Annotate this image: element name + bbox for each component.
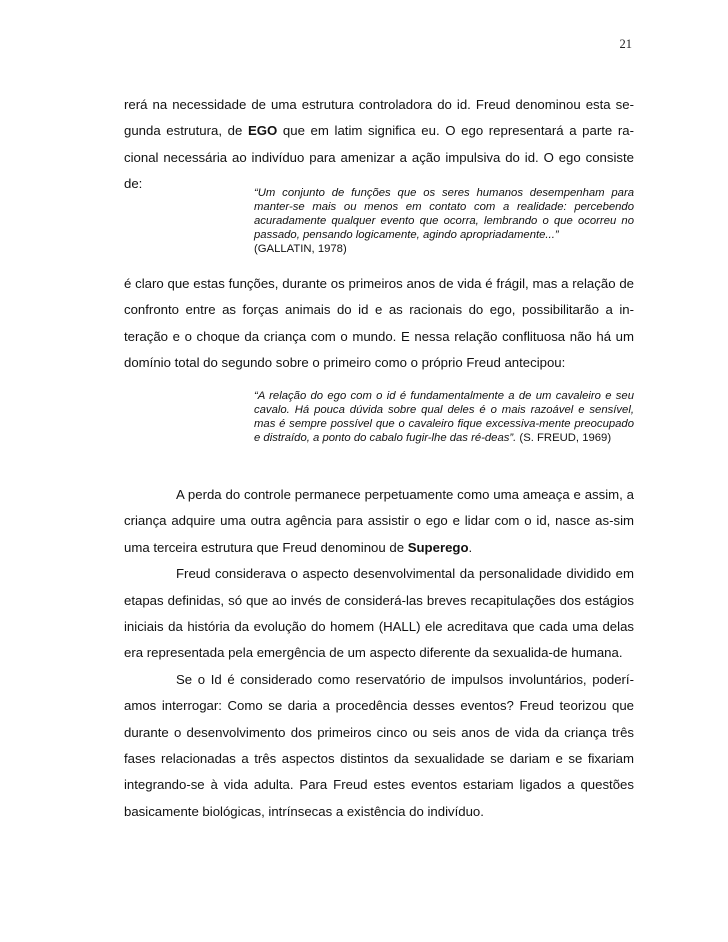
block-quote-freud [254,390,634,446]
block-quote-gallatin [254,187,634,257]
paragraph-functions [124,271,634,377]
paragraph-text: . [468,539,473,555]
quote-text: “A relação do ego com o id é fundamentalmente a de um cavaleiro e seu cavalo. Há pouca dúvida sobre qual deles é o mais razoável e sensível, mas é sempre possível que o cavaleiro fique excessiva-mente preocupado e distraído, a ponto do cabalo fugir-lhe das ré-deas”. [254,390,634,444]
paragraph-ego [124,92,634,198]
paragraph-development: Freud considerava o aspecto desenvolvimental da personalidade dividido em etapas definidas, só que ao invés de considerá-las breves recapitulações dos estágios iniciais da história da evolução do homem (HALL) ele acreditava que cada uma delas era representada pela emergência de um aspecto diferente da sexualida-de humana. [124,566,634,661]
body-section [124,482,634,825]
page-number: 21 [619,37,632,51]
paragraph-superego [124,482,634,561]
paragraph-text: A perda do controle permanece perpetuamente como uma ameaça e assim, a criança adquire uma outra agência para assistir o ego e lidar com o id, nasce as-sim uma terceira estrutura que Freud denominou de [124,487,634,555]
paragraph-text: que em latim significa eu. O ego representará a parte ra-cional necessária ao indivíduo para amenizar a ação impulsiva do id. O ego consiste de: [124,123,634,192]
paragraph-text: é claro que estas funções, durante os primeiros anos de vida é frágil, mas a relação de confronto entre as forças animais do id e as racionais do ego, possibilitarão a in-teração e o choque da criança com o mundo. E nessa relação conflituosa não há um domínio total do segundo sobre o primeiro como o próprio Freud antecipou: [124,276,634,371]
quote-citation: (GALLATIN, 1978) [254,242,347,255]
paragraph-id: Se o Id é considerado como reservatório de impulsos involuntários, poderí-amos interrogar: Como se daria a procedência desses eventos? Freud teorizou que durante o desenvolvimento dos primeiros cinco ou seis anos de vida da criança três fases relacionadas a três aspectos distintos da sexualidade se dariam e se fixariam integrando-se à vida adulta. Para Freud estes eventos estariam ligados a questões basicamente biológicas, intrínsecas a existência do indivíduo. [124,671,634,819]
quote-text: “Um conjunto de funções que os seres humanos desempenham para manter-se mais ou menos em contato com a realidade: percebendo acuradamente qualquer evento que ocorra, lembrando o que ocorreu no passado, pensando logicamente, agindo apropriadamente...” [254,187,634,241]
quote-citation: (S. FREUD, 1969) [516,431,612,444]
term-ego: EGO [247,123,278,139]
term-superego: Superego [407,539,469,555]
paragraph-text: rerá na necessidade de uma estrutura controladora do id. Freud denominou esta se-gunda estrutura, de [124,97,634,139]
